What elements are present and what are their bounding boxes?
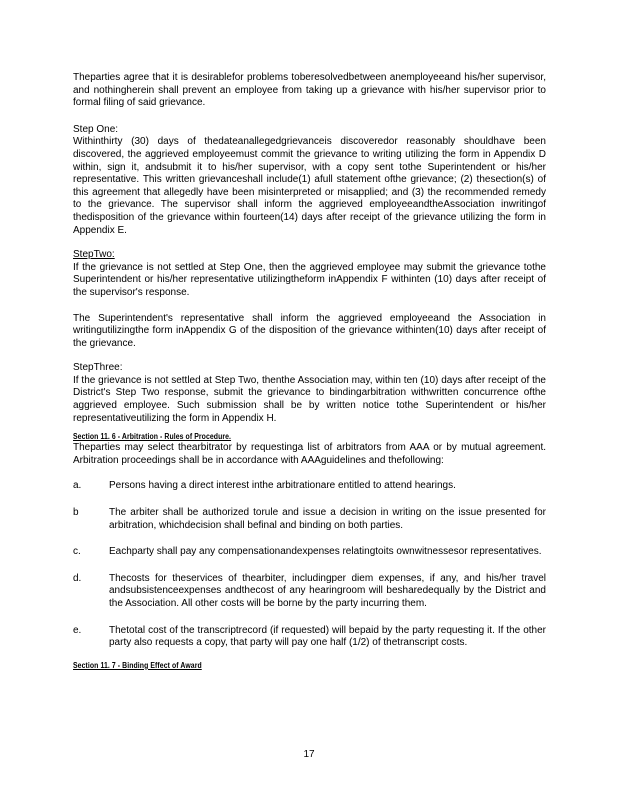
list-item-c — [73, 546, 546, 559]
step-two-body-2: The Superintendent's representative shall inform the aggrieved employeeand the Association in writingutilizingthe form inAppendix G of the disposition of the grievance withinten(10) days after receipt of the grievance. — [73, 312, 546, 349]
list-item-text: Thetotal cost of the transcriptrecord (if requested) will bepaid by the party requesting it. If the other party also requests a copy, that party will pay one half (1/2) of thetranscript costs. — [109, 624, 546, 649]
list-item-text: The arbiter shall be authorized torule and issue a decision in writing on the issue presented for arbitration, whichdecision shall befinal and binding on both parties. — [109, 507, 546, 531]
document-page — [73, 72, 546, 671]
page-number: 17 — [303, 749, 315, 760]
list-item-b — [73, 507, 546, 532]
list-item-e — [73, 625, 546, 650]
list-item-label: d. — [73, 572, 82, 584]
section-11-6-body: Theparties may select thearbitrator by requestinga list of arbitrators from AAA or by mutual agreement. Arbitration proceedings shall be in accordance with AAAguidelines and thefollowing: — [73, 442, 546, 466]
list-item-label: e. — [73, 624, 82, 636]
step-three-body: If the grievance is not settled at Step Two, thenthe Association may, within ten (10) days after receipt of the District's Step Two response, submit the grievance to bindingarbitration withwritten concurrence ofthe aggrieved employee. Such submission shall be by written notice tothe Superintendent or his/her representativeutilizing the form in Appendix H. — [73, 374, 546, 424]
list-item-label: a. — [73, 480, 82, 492]
list-item-d — [73, 573, 546, 611]
step-three-heading: StepThree: — [73, 362, 123, 374]
list-item-label: c. — [73, 546, 81, 558]
intro-paragraph: Theparties agree that it is desirablefor problems toberesolvedbetween anemployeeand his/her supervisor, and nothingherein shall prevent an employee from taking up a grievance with his/her supervisor prior to formal filing of said grievance. — [73, 72, 546, 109]
list-item-text: Eachparty shall pay any compensationandexpenses relatingtoits ownwitnessesor representatives. — [109, 546, 542, 558]
list-item-label: b — [73, 507, 79, 519]
step-two-heading: StepTwo: — [73, 249, 115, 261]
step-one-heading: Step One: — [73, 123, 119, 135]
step-two-body-1: If the grievance is not settled at Step One, then the aggrieved employee may submit the grievance tothe Superintendent or his/her representative utilizingtheform inAppendix F withinten (10) days after receipt of the supervisor's response. — [73, 261, 546, 298]
section-11-6-heading: Section 11. 6 - Arbitration - Rules of Procedure. — [73, 432, 232, 442]
list-item-text: Persons having a direct interest inthe arbitrationare entitled to attend hearings. — [109, 480, 456, 492]
list-item-a — [73, 480, 546, 493]
list-item-text: Thecosts for theservices of thearbiter, includingper diem expenses, if any, and his/her travel andsubsistenceexpenses andthecost of any hearingroom will besharedequally by the District and the Association. All other costs will be borne by the party incurring them. — [109, 572, 546, 609]
step-one-body: Withinthirty (30) days of thedateanallegedgrievanceis discoveredor reasonably shouldhave been discovered, the aggrieved employeemust commit the grievance to writing utilizing the form in Appendix D within, sign it, andsubmit it to his/her supervisor, with a copy sent tothe Superintendent or his/her representative. This written grievanceshall include(1) afull statement ofthe grievance; (2) thesection(s) of this agreement that allegedly have been misinterpreted or misapplied; and (3) the recommended remedy to the grievance. The supervisor shall inform the aggrieved employeeandtheAssociation inwritingof thedisposition of the grievance within fourteen(14) days after receipt of the grievance utilizing the form in Appendix E. — [73, 136, 546, 236]
section-11-7-heading: Section 11. 7 - Binding Effect of Award — [73, 660, 202, 670]
